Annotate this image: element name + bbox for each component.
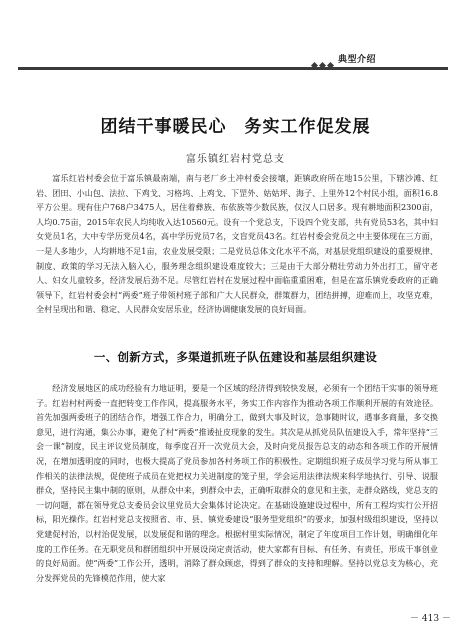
section-label: 典型介绍	[338, 55, 377, 65]
section-heading: 一、创新方式，多渠道抓班子队伍建设和基层组织建设	[93, 350, 378, 364]
paragraph-intro: 富乐红岩村委会位于富乐镇最南端，南与老厂乡土冲村委会接壤，距镇政府所在地15公里，下辖沙滩、红岩、团田、小山包、法拉、下鸡戈、习格坞、上鸡戈、下罡外、姑姑坪、海子、上里外12个村民小组，面积16.8平方公里。现有住户768户3475人，居住着彝族、布依族等少数民族，仅汉人口居多。现有耕地面积2300亩，人均0.75亩，2015年农民人均纯收入达10560元。设有一个党总支，下设四个党支部，共有党员53名，其中妇女党员1名，大中专学历党员4名，高中学历党员7名，文盲党员43名。红岩村委会党员之中主要体现在三方面，一是人多地少，人均耕地不足1亩，农业发展受限；二是党员总体文化水平不高，对基层党组织建设的重要规律、制度、政策的学习无法入脑入心，服务理念组织建设难度较大；三是由于大部分精壮劳动力外出打工，留守老人、妇女儿童较多，经济发展后劲不足。尽管红岩村在发展过程中面临重重困难，但是在富乐镇党委政府的正确领导下，红岩村委会村“两委”班子带领村班子部和广大人民群众，群策群力，团结拼搏，迎难而上，攻坚克难，全村呈现出和谐、稳定、人民群众安居乐业，经济协调健康发展的良好局面。	[36, 173, 438, 315]
paragraph-section-one: 经济发展地区的成功经验有力地证明，要是一个区域的经济得到较快发展，必须有一个团结干实事的领导班子。红岩村村两委一直把转变工作作风，提高服务水平，务实工作内容作为推动各项工作顺利开展的有效途径。首先加强两委班子的团结合作，增强工作合力，明确分工，做到大事及时议，急事随时议，遇事多商量，多交换意见，进行沟通，集公办事，避免了村“两委”推诿扯皮现象的发生。其次是从抓党员队伍建设入手，常年坚持“三会一课”制度，民主评议党员制度，每季度召开一次党员大会，及时向党员报告总支的动态和各项工作的开展情况，在增加透明度的同时，也极大提高了党员参加各村务项工作的积极性。定期组织班子成员学习党与所从事工作相关的法律法规，促使班子成员在党把权力关进制度的笼子里，学会运用法律法规来科学地执行、引导、说服群众，坚持民主集中制的原则，从群众中来，到群众中去，正确听取群众的意见和主张，走群众路线，党总支的一切问题，都在领导党总支委员会议里党员大会集体讨论决定。在基础设施建设过程中，所有工程均实行公开招标，阳光操作。红岩村党总支按照省、市、县、镇党委建设“服务型党组织”的要求，加强村级组织建设，坚持以党建促村治，以村治促发展，以发展促和谐的理念。根据村里实际情况，制定了年度项目工作计划，明确细化年度的工作任务。在无职党员和群团组织中开展设岗定责活动，使大家都有目标、有任务、有责任，形成干事创业的良好局面。使“两委”工作公开，透明，消除了群众顾虑，得到了群众的支持和理解。坚持以党总支为核心，充分发挥党员的先锋模范作用，使大家	[36, 383, 438, 583]
header-rule	[18, 67, 448, 70]
article-author: 富乐镇红岩村党总支	[186, 154, 285, 165]
page-number: － 413 －	[410, 614, 451, 624]
article-title: 团结干事暖民心 务实工作促发展	[100, 117, 371, 137]
